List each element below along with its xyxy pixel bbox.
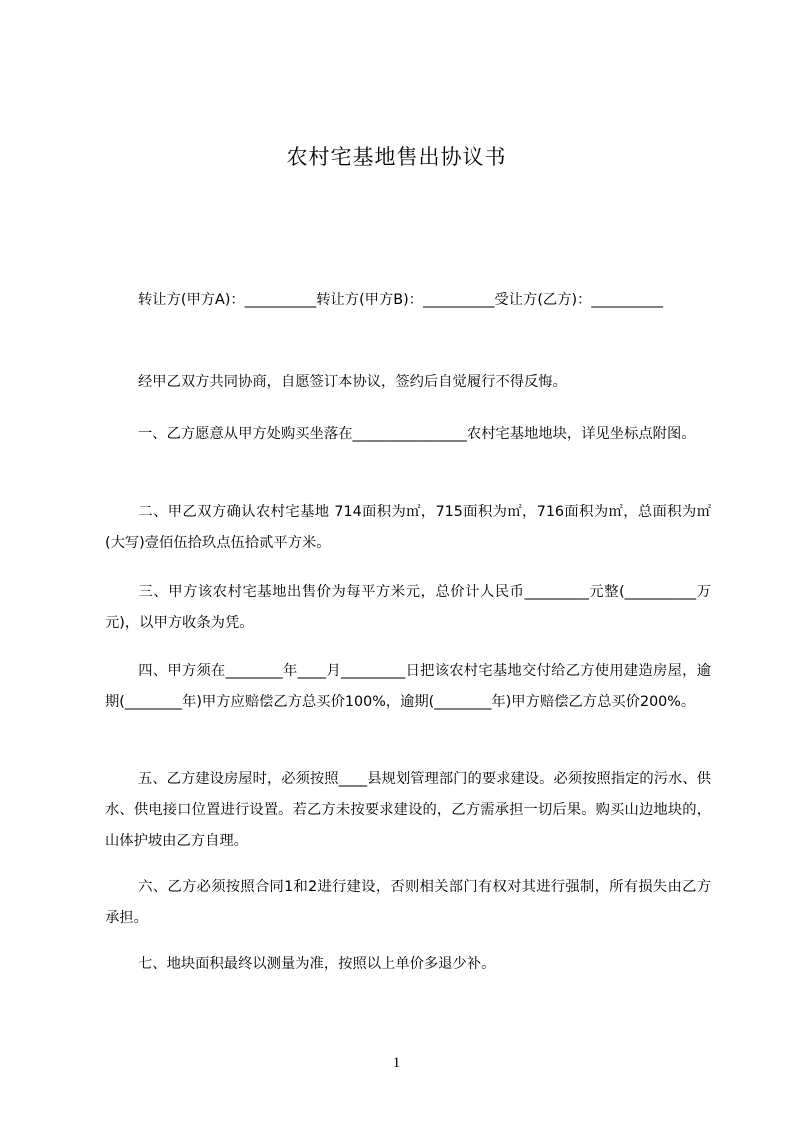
page-number: 1	[392, 1055, 401, 1071]
clause-7-text: 七、地块面积最终以测量为准，按照以上单价多退少补。	[138, 956, 496, 972]
parties-text: 转让方(甲方A)：__________转让方(甲方B)：__________受让方(乙方)：__________	[138, 292, 663, 308]
document-title: 农村宅基地售出协议书	[286, 145, 507, 169]
clause-5	[105, 764, 711, 857]
clause-1-text: 一、乙方愿意从甲方处购买坐落在________________农村宅基地地块，详见坐标点附图。	[138, 426, 696, 442]
clause-6-text: 六、乙方必须按照合同1和2进行建设，否则相关部门有权对其进行强制，所有损失由乙方承担。	[105, 879, 711, 926]
parties-paragraph	[105, 285, 711, 316]
clause-3	[105, 577, 711, 639]
clause-2	[105, 497, 711, 559]
clause-3-text: 三、甲方该农村宅基地出售价为每平方米元，总价计人民币_________元整(__________万元)，以甲方收条为凭。	[105, 584, 711, 631]
clause-4	[105, 656, 711, 718]
intro-paragraph	[105, 367, 711, 398]
clause-5-text: 五、乙方建设房屋时，必须按照____县规划管理部门的要求建设。必须按照指定的污水、供水、供电接口位置进行设置。若乙方未按要求建设的，乙方需承担一切后果。购买山边地块的，山体护坡由乙方自理。	[105, 771, 711, 849]
clause-6	[105, 872, 711, 934]
clause-1	[105, 419, 711, 450]
clause-7	[105, 949, 711, 980]
intro-text: 经甲乙双方共同协商，自愿签订本协议，签约后自觉履行不得反悔。	[138, 374, 567, 390]
clause-4-text: 四、甲方须在________年____月_________日把该农村宅基地交付给乙方使用建造房屋，逾期(________年)甲方应赔偿乙方总买价100%，逾期(________年)甲方赔偿乙方总买价200%。	[105, 663, 711, 710]
clause-2-text: 二、甲乙双方确认农村宅基地 714面积为㎡，715面积为㎡，716面积为㎡，总面积为㎡(大写)壹佰伍拾玖点伍拾贰平方米。	[105, 504, 711, 551]
